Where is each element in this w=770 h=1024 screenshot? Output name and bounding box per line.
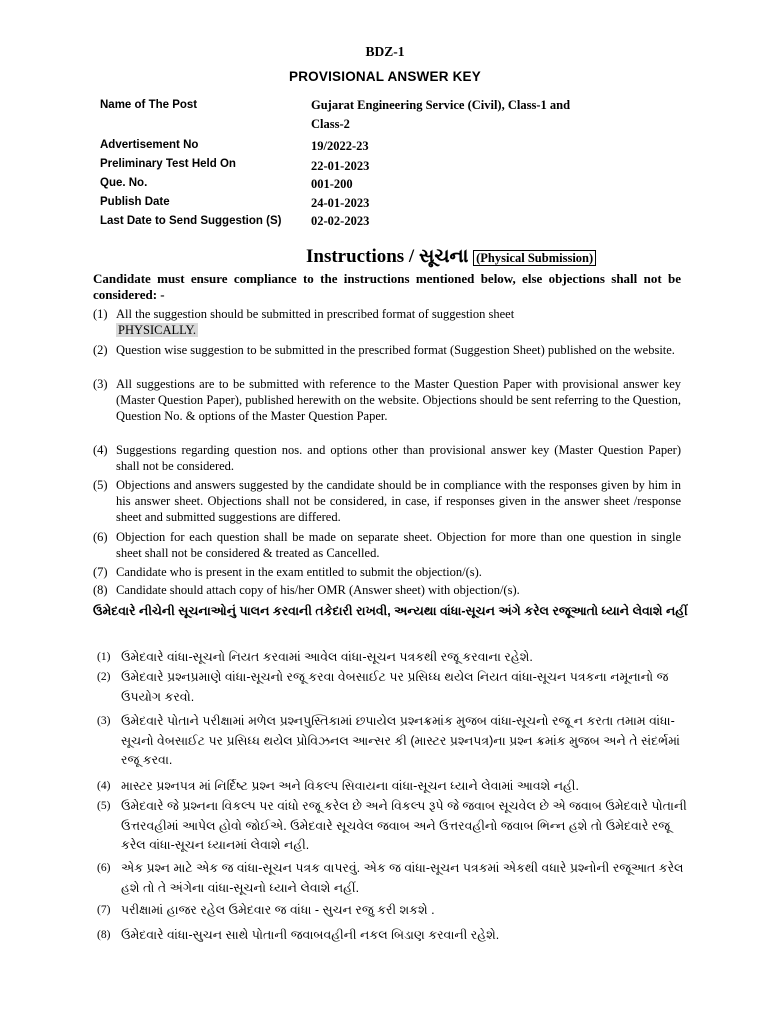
instructions-heading-text: Instructions / સૂચના bbox=[306, 246, 469, 267]
item-text: ઉમેદવારે વાંધા-સુચન સાથે પોતાની જવાબવહીની નકલ બિડાણ કરવાની રહેશે. bbox=[121, 928, 500, 942]
item-number: (2) bbox=[93, 343, 108, 357]
item-text: Candidate should attach copy of his/her OMR (Answer sheet) with objection/(s). bbox=[116, 583, 520, 597]
item-number: (3) bbox=[93, 377, 108, 391]
item-text: ઉમેદવારે વાંધા-સૂચનો નિયત કરવામાં આવેલ વાંધા-સૂચન પત્રકથી રજૂ કરવાના રહેશે. bbox=[121, 650, 533, 664]
instruction-item-1 bbox=[93, 306, 681, 338]
item-number: (8) bbox=[93, 583, 108, 597]
item-text: ઉમેદવારે પ્રશ્નપ્રમાણે વાંધા-સૂચનો રજૂ કરવા વેબસાઈટ પર પ્રસિધ્ધ થયેલ નિયત વાંધા-સૂચન પત્રકના નમૂનાનો જ ઉપયોગ કરવો. bbox=[121, 670, 669, 704]
item-text: Objection for each question shall be made on separate sheet. Objection for more than one question in single sheet shall not be considered & treated as Cancelled. bbox=[116, 530, 681, 561]
item-number: (1) bbox=[93, 307, 108, 321]
item-number: (2) bbox=[97, 671, 111, 683]
gujarati-item-2 bbox=[97, 668, 697, 707]
last-date-label: Last Date to Send Suggestion (S) bbox=[100, 215, 282, 227]
post-label: Name of The Post bbox=[100, 99, 198, 111]
physically-highlight: PHYSICALLY. bbox=[118, 323, 197, 338]
advertisement-label: Advertisement No bbox=[100, 139, 199, 151]
item-text: માસ્ટર પ્રશ્નપત્ર માં નિર્દિષ્ટ પ્રશ્ન અને વિકલ્પ સિવાયના વાંધા-સૂચન ધ્યાને લેવામાં આવશે નહી. bbox=[121, 779, 579, 793]
gujarati-item-7 bbox=[97, 901, 697, 921]
item-number: (7) bbox=[97, 904, 111, 916]
publish-date-label: Publish Date bbox=[100, 196, 170, 208]
instruction-item-5 bbox=[93, 477, 681, 526]
gujarati-item-3 bbox=[97, 712, 697, 771]
instructions-heading bbox=[306, 246, 596, 268]
item-number: (3) bbox=[97, 715, 111, 727]
document-title: PROVISIONAL ANSWER KEY bbox=[289, 69, 481, 84]
instructions-intro: Candidate must ensure compliance to the instructions mentioned below, else objections shall not be considered: - bbox=[93, 271, 681, 302]
gujarati-heading: ઉમેદવારે નીચેની સૂચનાઓનું પાલન કરવાની તકેદારી રાખવી, અન્યથા વાંધા-સૂચન અંગે કરેલ રજૂઆતો ધ્યાને લેવાશે નહીં bbox=[93, 604, 688, 618]
instruction-item-6 bbox=[93, 529, 681, 561]
post-value-line-2: Class-2 bbox=[311, 117, 350, 131]
item-number: (6) bbox=[93, 530, 108, 544]
item-number: (5) bbox=[93, 478, 108, 492]
question-number-value: 001-200 bbox=[311, 177, 353, 191]
instruction-item-8 bbox=[93, 582, 681, 598]
instruction-item-7 bbox=[93, 564, 681, 580]
gujarati-item-1 bbox=[97, 648, 697, 668]
item-number: (1) bbox=[97, 651, 111, 663]
gujarati-item-6 bbox=[97, 859, 697, 898]
item-text: Question wise suggestion to be submitted in the prescribed format (Suggestion Sheet) published on the website. bbox=[116, 343, 675, 357]
publish-date-value: 24-01-2023 bbox=[311, 196, 370, 210]
item-text: Candidate who is present in the exam entitled to submit the objection/(s). bbox=[116, 565, 482, 579]
item-number: (5) bbox=[97, 800, 111, 812]
instruction-item-4 bbox=[93, 442, 681, 474]
physical-submission-tag: (Physical Submission) bbox=[473, 250, 596, 266]
item-number: (8) bbox=[97, 929, 111, 941]
item-text: Suggestions regarding question nos. and options other than provisional answer key (Master Question Paper) shall not be considered. bbox=[116, 443, 681, 474]
item-number: (4) bbox=[97, 780, 111, 792]
gujarati-item-8 bbox=[97, 926, 697, 946]
instruction-item-2 bbox=[93, 342, 681, 358]
item-text: ઉમેદવારે જે પ્રશ્નના વિકલ્પ પર વાંધો રજૂ કરેલ છે અને વિકલ્પ રૂપે જે જવાબ સૂચવેલ છે એ જવાબ ઉમેદવારે પોતાની ઉત્તરવહીમાં આપેલ હોવો જોઈએ. ઉમેદવારે સૂચવેલ જવાબ અને ઉત્તરવહીનો જવાબ ભિન્ન હશે તો ઉમેદવારે રજૂ કરેલ વાંધા-સૂચન ધ્યાનમાં લેવાશે નહી. bbox=[121, 799, 687, 852]
item-text: Objections and answers suggested by the candidate should be in compliance with the responses given by him in his answer sheet. Objections shall not be considered, in case, if responses given in the answer sheet /response sheet and submitted suggestions are differed. bbox=[116, 478, 681, 525]
item-text: ઉમેદવારે પોતાને પરીક્ષામાં મળેલ પ્રશ્નપુસ્તિકામાં છપાયેલ પ્રશ્નક્રમાંક મુજબ વાંધા-સૂચનો રજૂ ન કરતા તમામ વાંધા-સૂચનો વેબસાઈટ પર પ્રસિધ્ધ થયેલ પ્રોવિઝનલ આન્સર કી (માસ્ટર પ્રશ્નપત્ર)ના પ્રશ્ન ક્રમાંક મુજબ અને તે સંદર્ભમાં રજૂ કરવા. bbox=[121, 714, 680, 767]
gujarati-item-5 bbox=[97, 797, 697, 856]
question-number-label: Que. No. bbox=[100, 177, 148, 189]
test-date-value: 22-01-2023 bbox=[311, 159, 370, 173]
item-text: એક પ્રશ્ન માટે એક જ વાંધા-સૂચન પત્રક વાપરવું. એક જ વાંધા-સૂચન પત્રકમાં એકથી વધારે પ્રશ્નોની રજૂઆત કરેલ હશે તો તે અંગેના વાંધા-સૂચનો ધ્યાને લેવાશે નહીં. bbox=[121, 861, 684, 895]
instruction-item-3 bbox=[93, 376, 681, 425]
item-text: પરીક્ષામાં હાજર રહેલ ઉમેદવાર જ વાંધા - સુચન રજુ કરી શકશે . bbox=[121, 903, 435, 917]
item-text: All the suggestion should be submitted in prescribed format of suggestion sheet bbox=[116, 307, 515, 321]
post-value-line-1: Gujarat Engineering Service (Civil), Class-1 and bbox=[311, 98, 571, 112]
item-text: All suggestions are to be submitted with reference to the Master Question Paper with provisional answer key (Master Question Paper), published herewith on the website. Objections should be sent referring to the Question, Question No. & options of the Master Question Paper. bbox=[116, 377, 681, 424]
advertisement-value: 19/2022-23 bbox=[311, 139, 369, 153]
item-number: (7) bbox=[93, 565, 108, 579]
item-number: (6) bbox=[97, 862, 111, 874]
item-number: (4) bbox=[93, 443, 108, 457]
document-code: BDZ-1 bbox=[365, 44, 405, 59]
last-date-value: 02-02-2023 bbox=[311, 214, 370, 228]
test-date-label: Preliminary Test Held On bbox=[100, 158, 236, 170]
gujarati-item-4 bbox=[97, 777, 697, 797]
